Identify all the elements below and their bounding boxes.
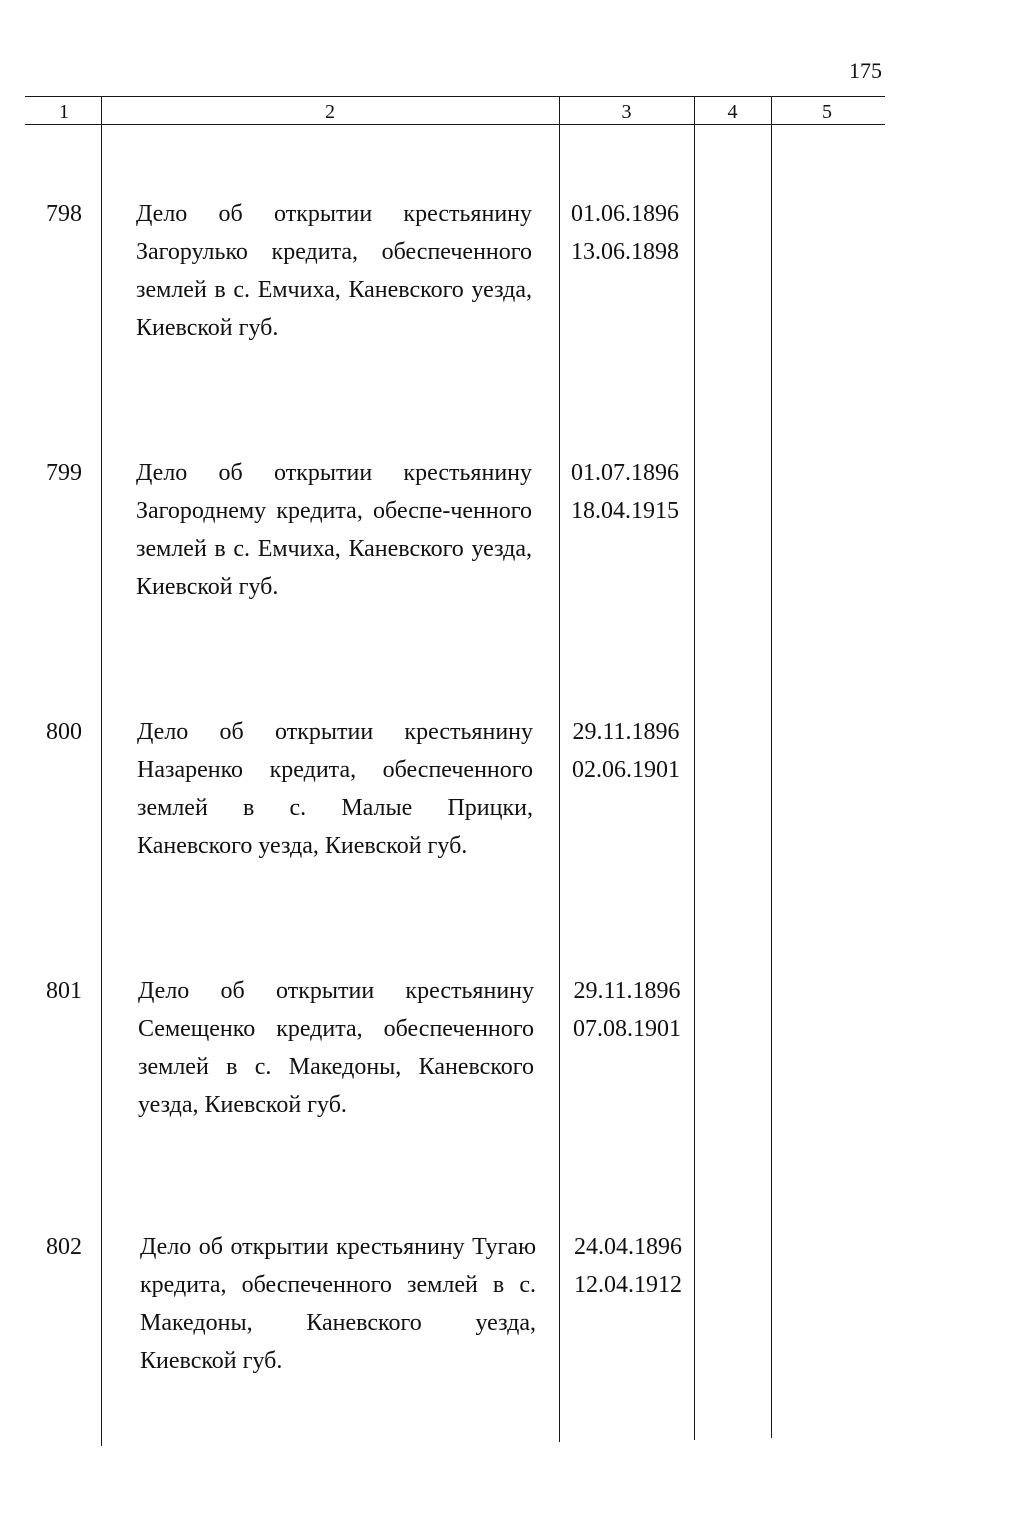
row-title: Дело об открытии крестьянину Загорулько кредита, обеспеченного землей в с. Емчиха, Каневского уезда, Киевской губ. bbox=[136, 201, 532, 341]
page-number: 175 bbox=[849, 58, 882, 83]
row-dates bbox=[564, 1228, 692, 1304]
date-end: 12.04.1912 bbox=[574, 1272, 682, 1298]
date-end: 18.04.1915 bbox=[571, 498, 679, 524]
date-start: 29.11.1896 bbox=[572, 719, 680, 745]
row-title: Дело об открытии крестьянину Назаренко кредита, обеспеченного землей в с. Малые Прицки, Каневского уезда, Киевской губ. bbox=[137, 719, 533, 859]
date-end: 13.06.1898 bbox=[571, 239, 679, 265]
date-start: 29.11.1896 bbox=[573, 978, 681, 1004]
date-end: 02.06.1901 bbox=[572, 757, 680, 783]
row-title: Дело об открытии крестьянину Тугаю кредита, обеспеченного землей в с. Македоны, Каневского уезда, Киевской губ. bbox=[140, 1234, 536, 1374]
date-start: 01.06.1896 bbox=[571, 201, 679, 227]
column-divider-4 bbox=[771, 96, 772, 1438]
row-number: 800 bbox=[46, 719, 82, 745]
row-number: 799 bbox=[46, 460, 82, 486]
column-header-1: 1 bbox=[59, 101, 69, 123]
column-header-2: 2 bbox=[325, 101, 335, 123]
row-title: Дело об открытии крестьянину Загороднему кредита, обеспе-ченного землей в с. Емчиха, Каневского уезда, Киевской губ. bbox=[136, 460, 532, 600]
row-dates bbox=[561, 454, 689, 530]
row-number: 801 bbox=[46, 978, 82, 1004]
column-divider-3 bbox=[694, 96, 695, 1440]
date-start: 24.04.1896 bbox=[574, 1234, 682, 1260]
table-top-rule bbox=[25, 96, 885, 97]
column-divider-2 bbox=[559, 96, 560, 1442]
row-number: 802 bbox=[46, 1234, 82, 1260]
column-divider-1 bbox=[101, 96, 102, 1446]
column-header-3: 3 bbox=[621, 101, 632, 123]
date-end: 07.08.1901 bbox=[573, 1016, 681, 1042]
row-dates bbox=[562, 713, 690, 789]
column-header-5: 5 bbox=[822, 101, 832, 123]
row-dates bbox=[561, 195, 689, 271]
date-start: 01.07.1896 bbox=[571, 460, 679, 486]
row-dates bbox=[563, 972, 691, 1048]
column-header-4: 4 bbox=[727, 101, 738, 123]
row-number: 798 bbox=[46, 201, 82, 227]
row-title: Дело об открытии крестьянину Семещенко кредита, обеспеченного землей в с. Македоны, Каневского уезда, Киевской губ. bbox=[138, 978, 534, 1118]
